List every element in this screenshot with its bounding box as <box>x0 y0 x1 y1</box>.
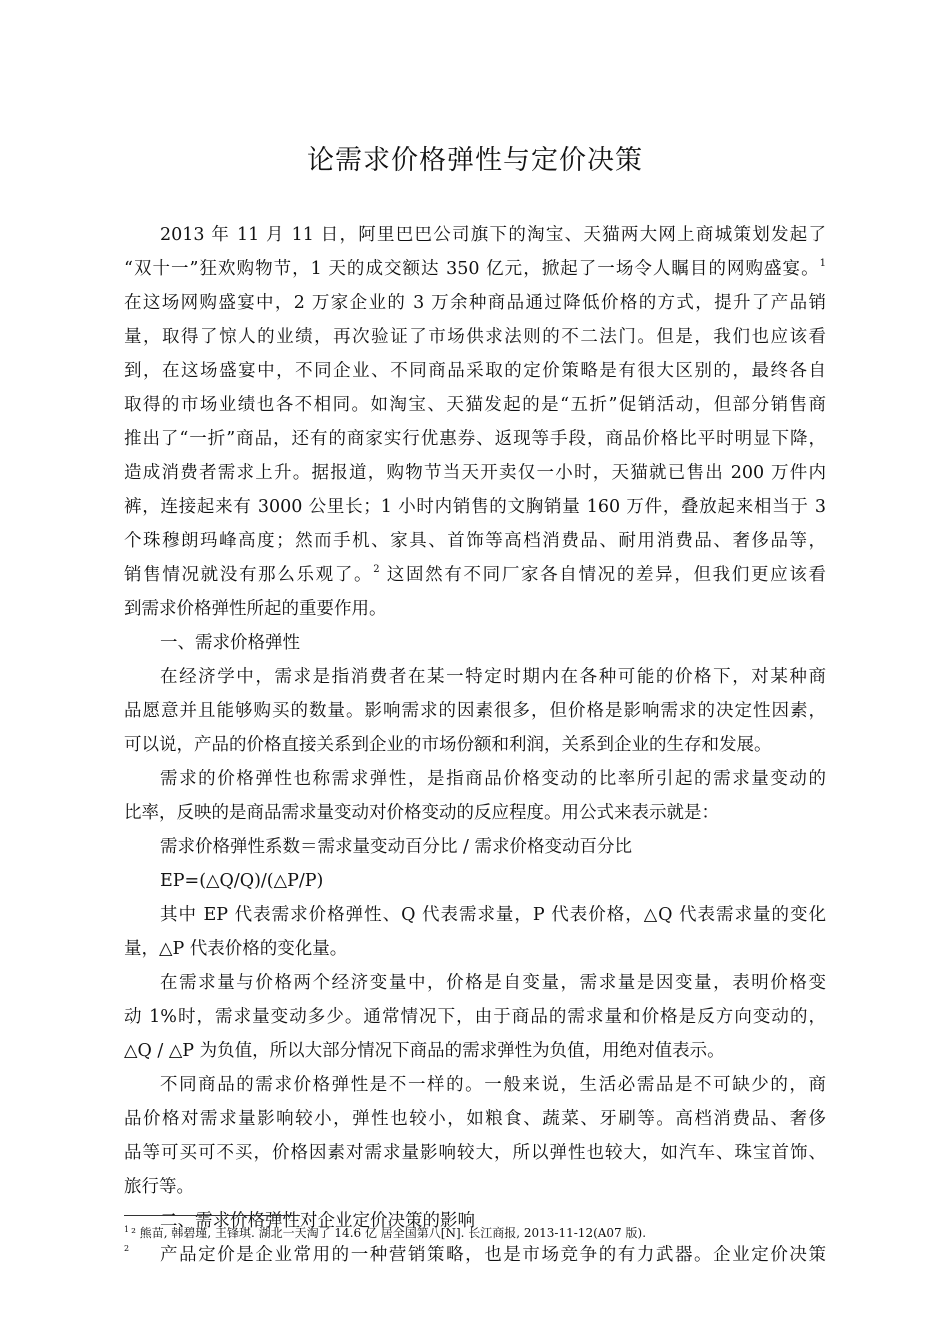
text-line-content: 需求价格弹性系数＝需求量变动百分比 / 需求价格变动百分比 <box>160 837 633 857</box>
text-line <box>124 422 826 456</box>
footnote-text: ² 熊苗, 韩碧瑾, 王锋琪. 湖北一天淘了 14.6 亿 居全国第八[N]. 长江商报, 2013-11-12(A07 版). <box>131 1226 647 1240</box>
text-line-content: 品价格对需求量影响较小，弹性也较小，如粮食、蔬菜、牙刷等。高档消费品、奢侈 <box>124 1109 826 1129</box>
text-line <box>124 626 826 660</box>
footnote-reference[interactable]: 2 <box>373 564 380 575</box>
text-line-content: 2013 年 11 月 11 日，阿里巴巴公司旗下的淘宝、天猫两大网上商城策划发起了 <box>160 225 826 245</box>
text-line-content: △Q / △P 为负值，所以大部分情况下商品的需求弹性为负值，用绝对值表示。 <box>124 1041 725 1061</box>
text-line-content: 可以说，产品的价格直接关系到企业的市场份额和利润，关系到企业的生存和发展。 <box>124 735 772 755</box>
text-line-content: 一、需求价格弹性 <box>160 633 300 653</box>
text-line-content: 推出了“一折”商品，还有的商家实行优惠券、返现等手段，商品价格比平时明显下降， <box>124 429 826 449</box>
footnote <box>124 1239 826 1258</box>
text-line <box>124 728 826 762</box>
body-text <box>124 218 826 1272</box>
text-line <box>124 286 826 320</box>
text-line-content: 到需求价格弹性所起的重要作用。 <box>124 599 387 619</box>
text-line <box>124 524 826 558</box>
text-line <box>124 966 826 1000</box>
text-line-content: 品愿意并且能够购买的数量。影响需求的因素很多，但价格是影响需求的决定性因素， <box>124 701 826 721</box>
footnote-reference[interactable]: 1 <box>819 258 826 269</box>
text-line <box>124 558 826 592</box>
text-line-content: 量，△P 代表价格的变化量。 <box>124 939 348 959</box>
footnote-mark: 1 <box>124 1225 130 1234</box>
text-line-continuation: 这固然有不同厂家各自情况的差异，但我们更应该看 <box>379 565 826 585</box>
footnote-separator <box>124 1215 300 1216</box>
text-line-content: 销售情况就没有那么乐观了。 <box>124 565 374 585</box>
text-line <box>124 898 826 932</box>
text-line <box>124 1170 826 1204</box>
text-line <box>124 796 826 830</box>
text-line <box>124 1034 826 1068</box>
footnote-mark: 2 <box>124 1244 130 1253</box>
text-line-content: 动 1%时，需求量变动多少。通常情况下，由于商品的需求量和价格是反方向变动的， <box>124 1007 826 1027</box>
text-line-content: 造成消费者需求上升。据报道，购物节当天开卖仅一小时，天猫就已售出 200 万件内 <box>124 463 826 483</box>
text-line-content: 在需求量与价格两个经济变量中，价格是自变量，需求量是因变量，表明价格变 <box>160 973 826 993</box>
footnotes <box>124 1220 826 1258</box>
text-line-content: 不同商品的需求价格弹性是不一样的。一般来说，生活必需品是不可缺少的，商 <box>160 1075 826 1095</box>
text-line <box>124 592 826 626</box>
text-line <box>124 1136 826 1170</box>
footnote <box>124 1220 826 1239</box>
text-line <box>124 218 826 252</box>
text-line <box>124 1068 826 1102</box>
text-line <box>124 864 826 898</box>
text-line-content: 品等可买可不买，价格因素对需求量影响较大，所以弹性也较大，如汽车、珠宝首饰、 <box>124 1143 826 1163</box>
text-line-content: 其中 EP 代表需求价格弹性、Q 代表需求量，P 代表价格，△Q 代表需求量的变化 <box>160 905 826 925</box>
text-line <box>124 354 826 388</box>
text-line-content: 产品定价是企业常用的一种营销策略，也是市场竞争的有力武器。企业定价决策 <box>160 1245 826 1265</box>
text-line <box>124 456 826 490</box>
text-line <box>124 252 826 286</box>
text-line-content: 二、需求价格弹性对企业定价决策的影响 <box>160 1211 475 1231</box>
text-line <box>124 660 826 694</box>
text-line-content: 在这场网购盛宴中，2 万家企业的 3 万余种商品通过降低价格的方式，提升了产品销 <box>124 293 826 313</box>
text-line <box>124 830 826 864</box>
text-line-content: EP=(△Q/Q)/(△P/P) <box>160 871 324 891</box>
text-line <box>124 1102 826 1136</box>
text-line-content: 个珠穆朗玛峰高度；然而手机、家具、首饰等高档消费品、耐用消费品、奢侈品等， <box>124 531 826 551</box>
text-line <box>124 762 826 796</box>
text-line-content: 比率，反映的是商品需求量变动对价格变动的反应程度。用公式来表示就是： <box>124 803 719 823</box>
text-line-content: 到，在这场盛宴中，不同企业、不同商品采取的定价策略是有很大区别的，最终各自 <box>124 361 826 381</box>
text-line-content: 旅行等。 <box>124 1177 194 1197</box>
text-line <box>124 694 826 728</box>
text-line <box>124 388 826 422</box>
text-line-content: 取得的市场业绩也各不相同。如淘宝、天猫发起的是“五折”促销活动，但部分销售商 <box>124 395 826 415</box>
text-line-content: “双十一”狂欢购物节，1 天的成交额达 350 亿元，掀起了一场令人瞩目的网购盛宴。 <box>124 259 820 279</box>
text-line-content: 在经济学中，需求是指消费者在某一特定时期内在各种可能的价格下，对某种商 <box>160 667 826 687</box>
text-line <box>124 932 826 966</box>
text-line <box>124 490 826 524</box>
document-title: 论需求价格弹性与定价决策 <box>307 145 643 176</box>
text-line <box>124 320 826 354</box>
text-line <box>124 1000 826 1034</box>
text-line-content: 裤，连接起来有 3000 公里长；1 小时内销售的文胸销量 160 万件，叠放起来相当于 3 <box>124 497 826 517</box>
text-line-content: 需求的价格弹性也称需求弹性，是指商品价格变动的比率所引起的需求量变动的 <box>160 769 826 789</box>
text-line-content: 量，取得了惊人的业绩，再次验证了市场供求法则的不二法门。但是，我们也应该看 <box>124 327 826 347</box>
